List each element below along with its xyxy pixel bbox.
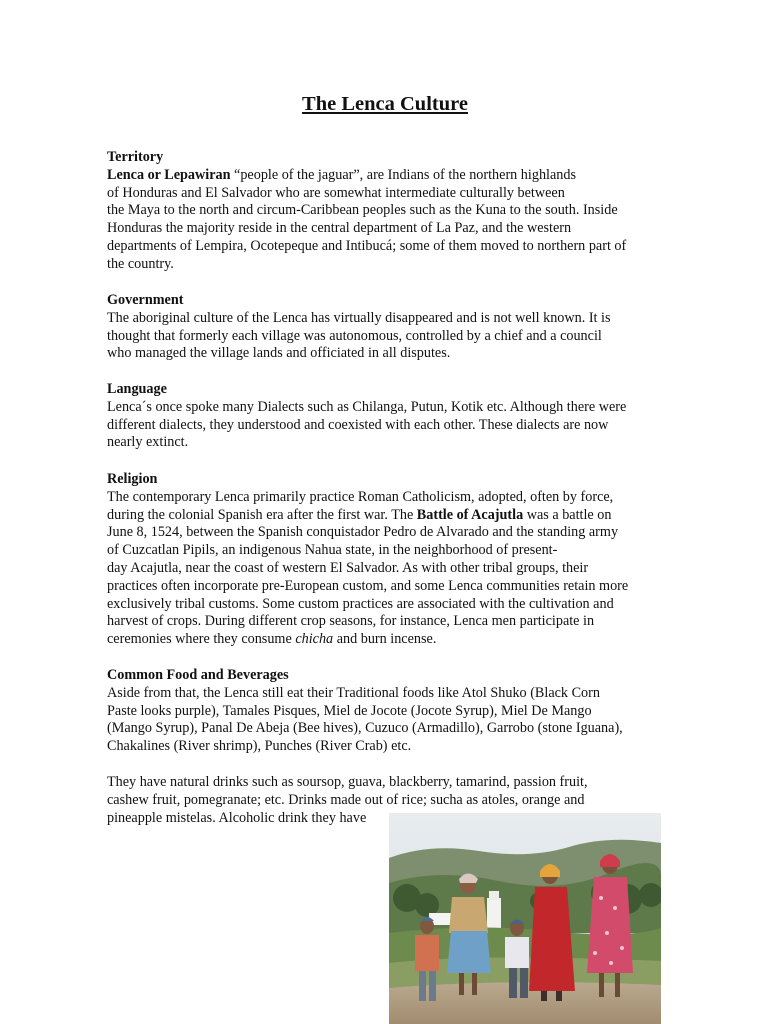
text-line: Honduras the majority reside in the central department of La Paz, and the western	[107, 220, 572, 237]
section-heading: Language	[107, 381, 167, 397]
text-line: day Acajutla, near the coast of western El Salvador. As with other tribal groups, their	[107, 559, 589, 576]
text-line: exclusively tribal customs. Some custom practices are associated with the cultivation and	[107, 595, 614, 612]
text-line: the country.	[107, 255, 174, 272]
section-heading: Common Food and Beverages	[107, 667, 289, 683]
text-line: June 8, 1524, between the Spanish conquistador Pedro de Alvarado and the standing army	[107, 524, 619, 541]
text-line: during the colonial Spanish era after the first war. The Battle of Acajutla was a battle on	[107, 506, 612, 523]
section-heading: Religion	[107, 471, 158, 487]
document-title: The Lenca Culture	[302, 93, 468, 115]
section-government	[107, 292, 663, 363]
text-line: The aboriginal culture of the Lenca has virtually disappeared and is not well known. It is	[107, 309, 611, 326]
text-line: Lenca´s once spoke many Dialects such as Chilanga, Putun, Kotik etc. Although there were	[107, 398, 627, 415]
text-line: Lenca or Lepawiran “people of the jaguar”, are Indians of the northern highlands	[107, 166, 576, 183]
section-food	[107, 667, 663, 756]
text-line: nearly extinct.	[107, 434, 189, 451]
text-line: practices often incorporate pre-European custom, and some Lenca communities retain more	[107, 577, 629, 594]
text-line: of Cuzcatlan Pipils, an indigenous Nahua state, in the neighborhood of present-	[107, 542, 558, 559]
text-line: Chakalines (River shrimp), Punches (River Crab) etc.	[107, 738, 412, 755]
text-line: Paste looks purple), Tamales Pisques, Miel de Jocote (Jocote Syrup), Miel De Mango	[107, 702, 592, 719]
text-line: of Honduras and El Salvador who are somewhat intermediate culturally between	[107, 184, 565, 201]
section-heading: Territory	[107, 149, 164, 165]
text-line: cashew fruit, pomegranate; etc. Drinks made out of rice; sucha as atoles, orange and	[107, 791, 585, 808]
section-religion	[107, 471, 663, 649]
text-line: They have natural drinks such as soursop, guava, blackberry, tamarind, passion fruit,	[107, 774, 588, 790]
text-line: departments of Lempira, Ocotepeque and Intibucá; some of them moved to northern part of	[107, 237, 627, 254]
text-line: thought that formerly each village was autonomous, controlled by a chief and a council	[107, 327, 602, 344]
text-line: who managed the village lands and officiated in all disputes.	[107, 345, 451, 362]
text-line: Aside from that, the Lenca still eat their Traditional foods like Atol Shuko (Black Corn	[107, 684, 600, 701]
text-line: different dialects, they understood and coexisted with each other. These dialects are now	[107, 416, 609, 433]
text-line: ceremonies where they consume chicha and burn incense.	[107, 631, 437, 648]
section-language	[107, 381, 663, 452]
text-line: (Mango Syrup), Panal De Abeja (Bee hives), Cuzuco (Armadillo), Garrobo (stone Iguana),	[107, 720, 623, 737]
section-territory	[107, 149, 663, 274]
lenca-family-photo	[389, 813, 661, 1024]
text-line: the Maya to the north and circum-Caribbean peoples such as the Kuna to the south. Inside	[107, 202, 618, 219]
text-line: The contemporary Lenca primarily practice Roman Catholicism, adopted, often by force,	[107, 488, 614, 505]
text-line: harvest of crops. During different crop seasons, for instance, Lenca men participate in	[107, 613, 595, 630]
text-line: pineapple mistelas. Alcoholic drink they have	[107, 809, 367, 826]
section-heading: Government	[107, 292, 184, 308]
